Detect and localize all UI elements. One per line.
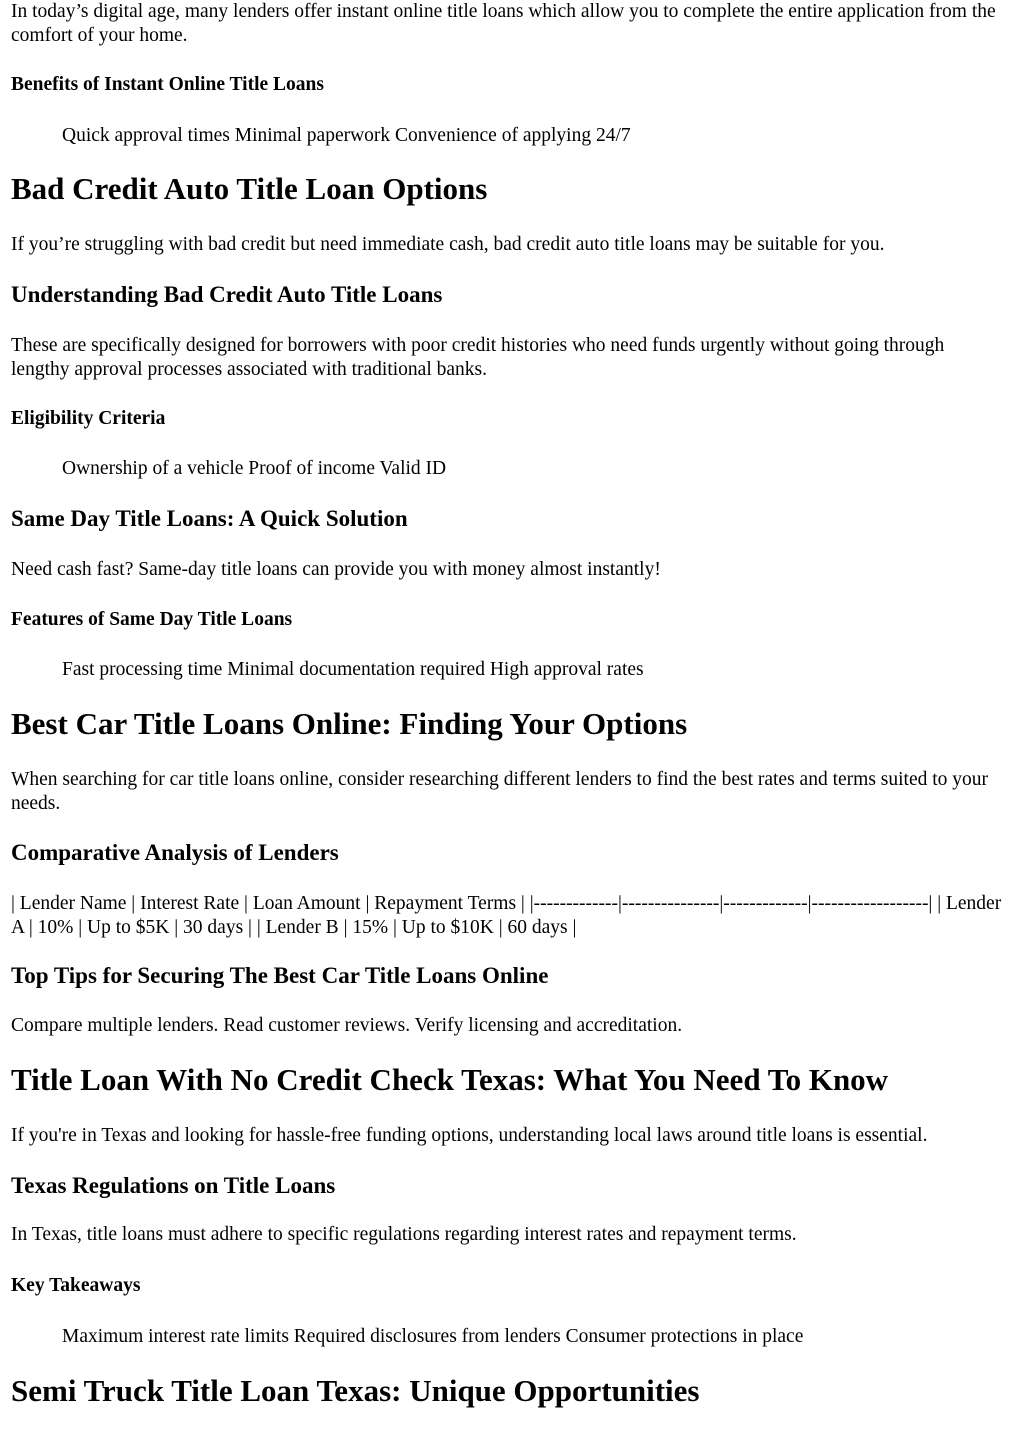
eligibility-heading: Eligibility Criteria <box>11 408 166 429</box>
intro-paragraph: In today’s digital age, many lenders offer instant online title loans which allow you to complete the entire application from the comfort of your home. <box>11 1 996 46</box>
features-list: Fast processing time Minimal documentation required High approval rates <box>62 659 644 680</box>
eligibility-list: Ownership of a vehicle Proof of income Valid ID <box>62 458 447 479</box>
same-day-heading: Same Day Title Loans: A Quick Solution <box>11 506 408 531</box>
same-day-paragraph: Need cash fast? Same-day title loans can provide you with money almost instantly! <box>11 559 661 580</box>
lender-table-text: | Lender Name | Interest Rate | Loan Amount | Repayment Terms | |-------------|---------------|-------------|------------------| | Lender A | 10% | Up to $5K | 30 days | | Lender B | 15% | Up to $10K | 60 days | <box>11 893 1002 938</box>
benefits-heading: Benefits of Instant Online Title Loans <box>11 74 324 95</box>
best-car-heading: Best Car Title Loans Online: Finding Your Options <box>11 706 688 741</box>
comparative-heading: Comparative Analysis of Lenders <box>11 840 339 865</box>
regulations-heading: Texas Regulations on Title Loans <box>11 1173 336 1198</box>
texas-paragraph: If you're in Texas and looking for hassle-free funding options, understanding local laws around title loans is essential. <box>11 1125 928 1146</box>
features-heading: Features of Same Day Title Loans <box>11 609 293 630</box>
bad-credit-paragraph: If you’re struggling with bad credit but need immediate cash, bad credit auto title loans may be suitable for you. <box>11 234 885 255</box>
understanding-paragraph: These are specifically designed for borrowers with poor credit histories who need funds urgently without going through lengthy approval processes associated with traditional banks. <box>11 335 945 380</box>
takeaways-heading: Key Takeaways <box>11 1275 141 1296</box>
texas-heading: Title Loan With No Credit Check Texas: What You Need To Know <box>11 1062 889 1097</box>
top-tips-heading: Top Tips for Securing The Best Car Title Loans Online <box>11 963 549 988</box>
best-car-paragraph: When searching for car title loans online, consider researching different lenders to find the best rates and terms suited to your needs. <box>11 769 989 814</box>
regulations-paragraph: In Texas, title loans must adhere to specific regulations regarding interest rates and repayment terms. <box>11 1224 797 1245</box>
semi-truck-heading: Semi Truck Title Loan Texas: Unique Opportunities <box>11 1373 700 1408</box>
benefits-list: Quick approval times Minimal paperwork Convenience of applying 24/7 <box>62 125 631 146</box>
bad-credit-options-heading: Bad Credit Auto Title Loan Options <box>11 171 488 206</box>
top-tips-paragraph: Compare multiple lenders. Read customer reviews. Verify licensing and accreditation. <box>11 1015 683 1036</box>
takeaways-list: Maximum interest rate limits Required disclosures from lenders Consumer protections in place <box>62 1326 804 1347</box>
understanding-heading: Understanding Bad Credit Auto Title Loans <box>11 282 443 307</box>
